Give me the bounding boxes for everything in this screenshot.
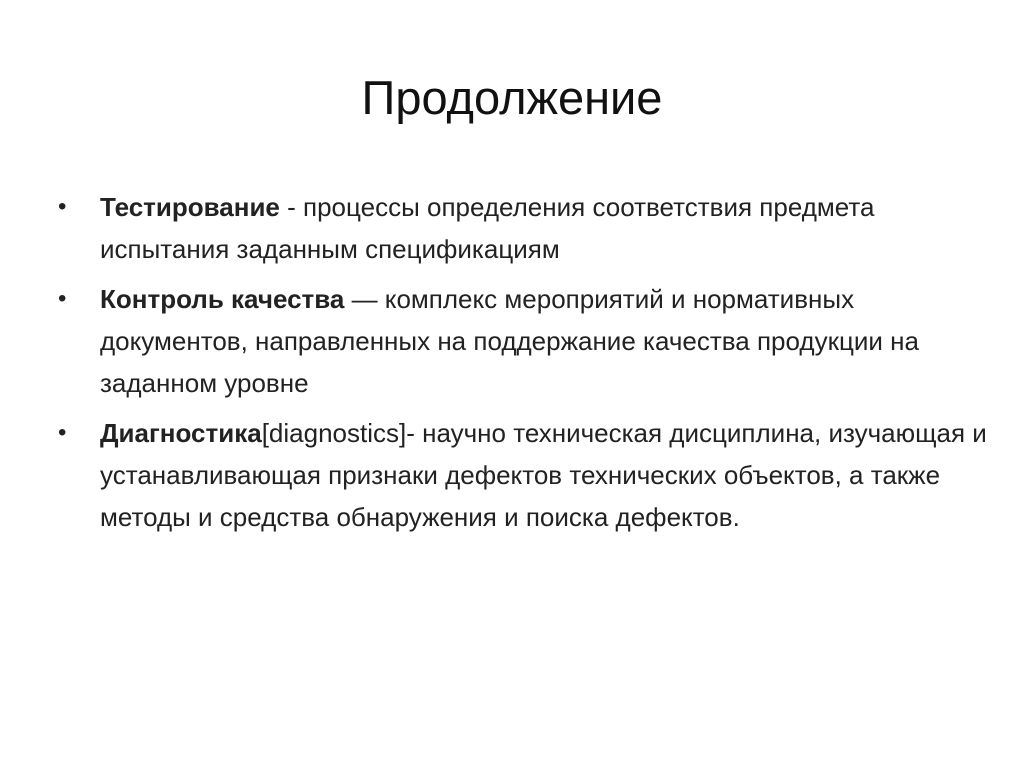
bullet-text: - процессы определения соответствия предмета испытания заданным спецификациям [100, 192, 875, 264]
bullet-term: Тестирование [100, 192, 280, 222]
bullet-marker: • [58, 285, 67, 312]
bullet-term: Контроль качества [100, 284, 345, 314]
slide-title: Продолжение [361, 71, 663, 124]
bullet-marker: • [58, 193, 67, 220]
bullet-list [58, 186, 988, 546]
bullet-text: — комплекс мероприятий и нормативных документов, направленных на поддержание качества продукции на заданном уровне [100, 284, 919, 398]
bullet-marker: • [58, 419, 67, 446]
bullet-item-diagnostics [58, 412, 988, 538]
bullet-term: Диагностика [100, 418, 262, 448]
bullet-item-quality-control [58, 278, 988, 404]
bullet-text: [diagnostics]- научно техническая дисциплина, изучающая и устанавливающая признаки дефектов технических объектов, а также методы и средства обнаружения и поиска дефектов. [100, 418, 987, 532]
bullet-item-testing [58, 186, 988, 270]
